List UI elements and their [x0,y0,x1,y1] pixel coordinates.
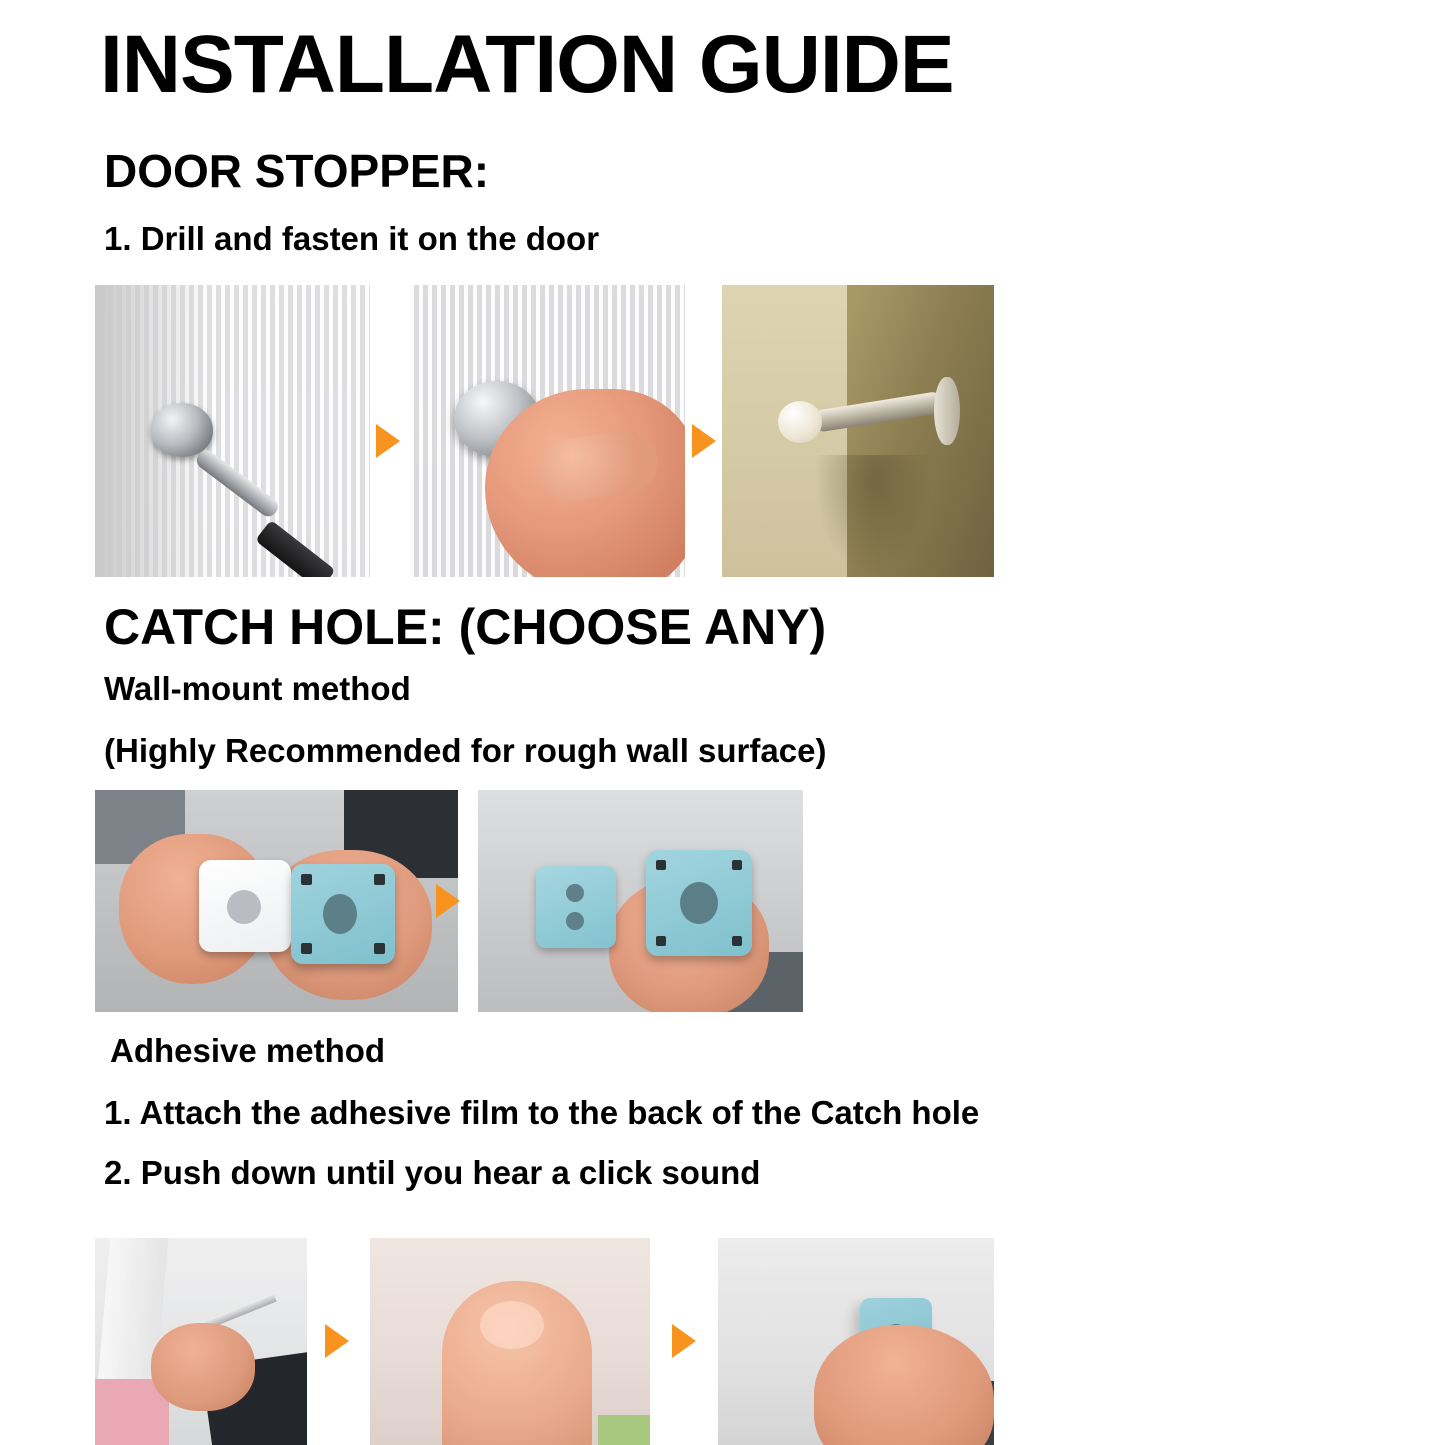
adhesive-heading: Adhesive method [110,1032,386,1069]
section-title-catch-hole: CATCH HOLE: (CHOOSE ANY) [104,599,827,655]
wall-mount-heading: Wall-mount method [104,670,411,707]
photo-drilling-the-wall [95,1238,307,1445]
photo-catch-hole-installed-on-wall [718,1238,994,1445]
arrow-icon [325,1324,349,1358]
adhesive-step-2: 2. Push down until you hear a click sound [104,1154,761,1191]
page-title: INSTALLATION GUIDE [100,19,954,110]
photo-finger-pressing-surface [370,1238,650,1445]
photo-drill-and-knob-on-door [95,285,370,577]
photo-hands-holding-white-and-blue-plates [95,790,458,1012]
arrow-icon [672,1324,696,1358]
arrow-icon [692,424,716,458]
wall-mount-note: (Highly Recommended for rough wall surface) [104,732,827,769]
arrow-icon [436,884,460,918]
section-title-door-stopper: DOOR STOPPER: [104,145,490,197]
arrow-icon [376,424,400,458]
adhesive-step-1: 1. Attach the adhesive film to the back of the Catch hole [104,1094,980,1131]
photo-blue-plates-on-table [478,790,803,1012]
door-stopper-step-1: 1. Drill and fasten it on the door [104,220,600,257]
photo-installed-door-stopper [722,285,994,577]
photo-hand-fastening-stopper [410,285,685,577]
